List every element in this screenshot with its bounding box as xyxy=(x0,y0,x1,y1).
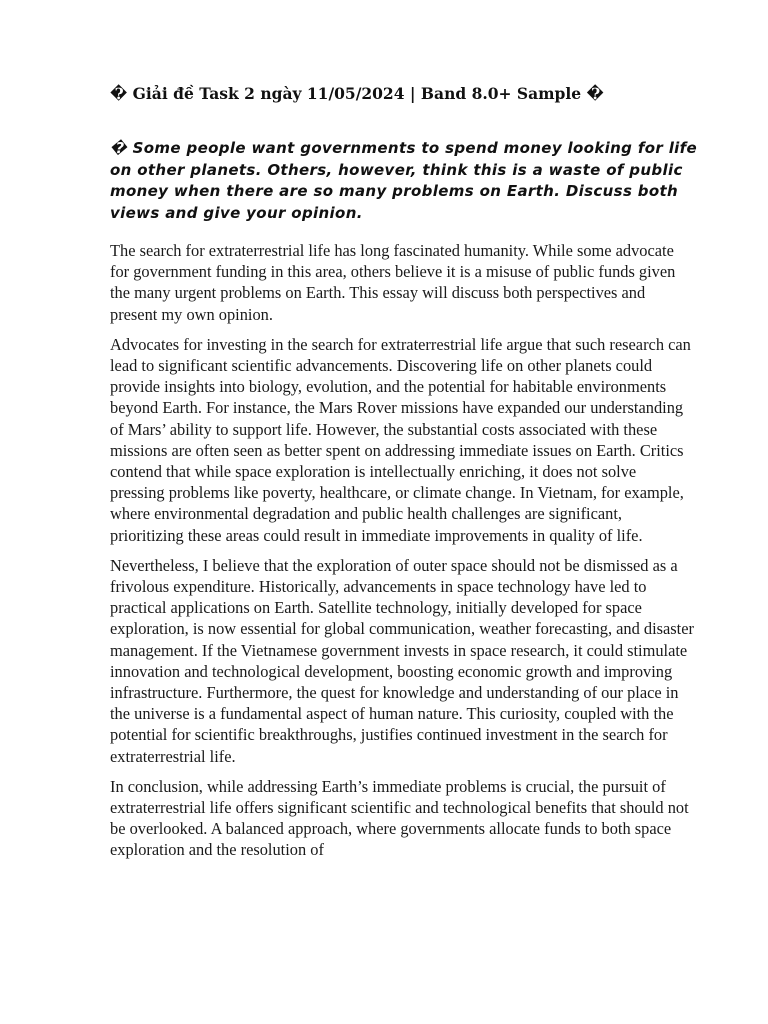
paragraph-body-1: Advocates for investing in the search for extraterrestrial life argue that such research can lead to significant scientific advancements. Discovering life on other planets could provide insights into biology, evolution, and the potential for habitable environments beyond Earth. For instance, the Mars Rover missions have expanded our understanding of Mars’ ability to support life. However, the substantial costs associated with these missions are often seen as better spent on addressing immediate issues on Earth. Critics contend that while space exploration is intellectually enriching, it does not solve pressing problems like poverty, healthcare, or climate change. In Vietnam, for example, where environmental degradation and public health challenges are significant, prioritizing these areas could result in immediate improvements in quality of life. xyxy=(110,334,691,545)
paragraph-introduction: The search for extraterrestrial life has long fascinated humanity. While some advocate for government funding in this area, others believe it is a misuse of public funds given the many urgent problems on Earth. This essay will discuss both perspectives and present my own opinion. xyxy=(110,241,676,324)
essay-prompt: � Some people want governments to spend money looking for life on other planets. Others, however, think this is a waste of public money when there are so many problems on Earth. Discuss both views and give your opinion. xyxy=(110,139,698,222)
paragraph-conclusion: In conclusion, while addressing Earth’s immediate problems is crucial, the pursuit of extraterrestrial life offers significant scientific and technological benefits that should not be overlooked. A balanced approach, where governments allocate funds to both space exploration and the resolution of xyxy=(110,776,689,860)
page-title: � Giải đề Task 2 ngày 11/05/2024 | Band 8.0+ Sample � xyxy=(110,84,604,103)
paragraph-body-2: Nevertheless, I believe that the exploration of outer space should not be dismissed as a frivolous expenditure. Historically, advancements in space technology have led to practical applications on Earth. Satellite technology, initially developed for space exploration, is now essential for global communication, weather forecasting, and disaster management. If the Vietnamese government invests in space research, it could stimulate innovation and technological development, boosting economic growth and improving infrastructure. Furthermore, the quest for knowledge and understanding of our place in the universe is a fundamental aspect of human nature. This curiosity, coupled with the potential for scientific breakthroughs, justifies continued investment in the search for extraterrestrial life. xyxy=(110,555,694,766)
essay-body xyxy=(110,240,694,870)
